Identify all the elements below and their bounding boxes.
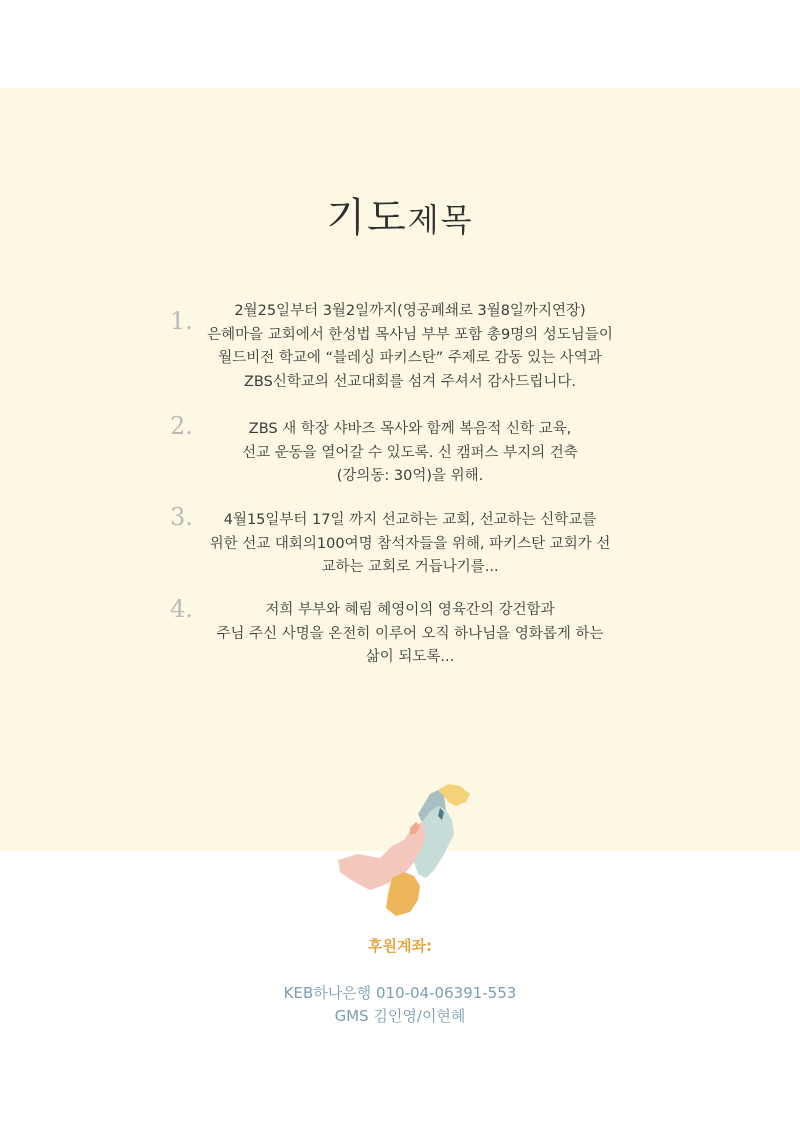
prayer-line: (강의동: 30억)을 위해.: [336, 468, 484, 484]
prayer-number: 1.: [170, 307, 193, 335]
prayer-line: ZBS 새 학장 샤바즈 목사와 함께 복음적 신학 교육,: [248, 421, 572, 437]
prayer-line: 월드비전 학교에 “블레싱 파키스탄” 주제로 감동 있는 사역과: [218, 350, 602, 366]
account-holder-line: GMS 김인영/이현혜: [334, 1007, 466, 1025]
prayer-line: 은혜마을 교회에서 한성법 목사님 부부 포함 총9명의 성도님들이: [207, 326, 613, 343]
prayer-line: 주님 주신 사명을 온전히 이루어 오직 하나님을 영화롭게 하는: [216, 625, 604, 642]
pakistan-map-illustration: [330, 782, 480, 922]
prayer-line: 4월15일부터 17일 까지 선교하는 교회, 선교하는 신학교를: [223, 512, 597, 528]
prayer-line: 교하는 교회로 거듭나기를...: [321, 559, 499, 575]
prayer-number: 3.: [170, 503, 193, 531]
prayer-line: 2월25일부터 3월2일까지(영공폐쇄로 3월8일까지연장): [234, 303, 586, 319]
page-title: [0, 186, 800, 243]
account-bank-line: KEB하나은행 010-04-06391-553: [283, 984, 517, 1002]
prayer-number: 4.: [170, 595, 193, 623]
prayer-text: [190, 509, 630, 580]
prayer-line: ZBS신학교의 선교대회를 섬겨 주셔서 감사드립니다.: [243, 373, 576, 390]
prayer-line: 저희 부부와 혜림 혜영이의 영육간의 강건함과: [265, 602, 555, 618]
prayer-text: [190, 300, 630, 394]
title-part-2: 제목: [407, 201, 474, 239]
prayer-line: 선교 운동을 열어갈 수 있도록. 신 캠퍼스 부지의 건축: [242, 444, 578, 461]
prayer-line: 위한 선교 대회의100여명 참석자들을 위해, 파키스탄 교회가 선: [209, 535, 611, 552]
prayer-number: 2.: [170, 412, 193, 440]
prayer-text: [190, 599, 630, 670]
prayer-line: 삶이 되도록...: [365, 649, 455, 665]
title-part-1: 기도: [326, 195, 408, 241]
prayer-text: [190, 418, 630, 489]
account-title: 후원계좌:: [368, 937, 432, 955]
